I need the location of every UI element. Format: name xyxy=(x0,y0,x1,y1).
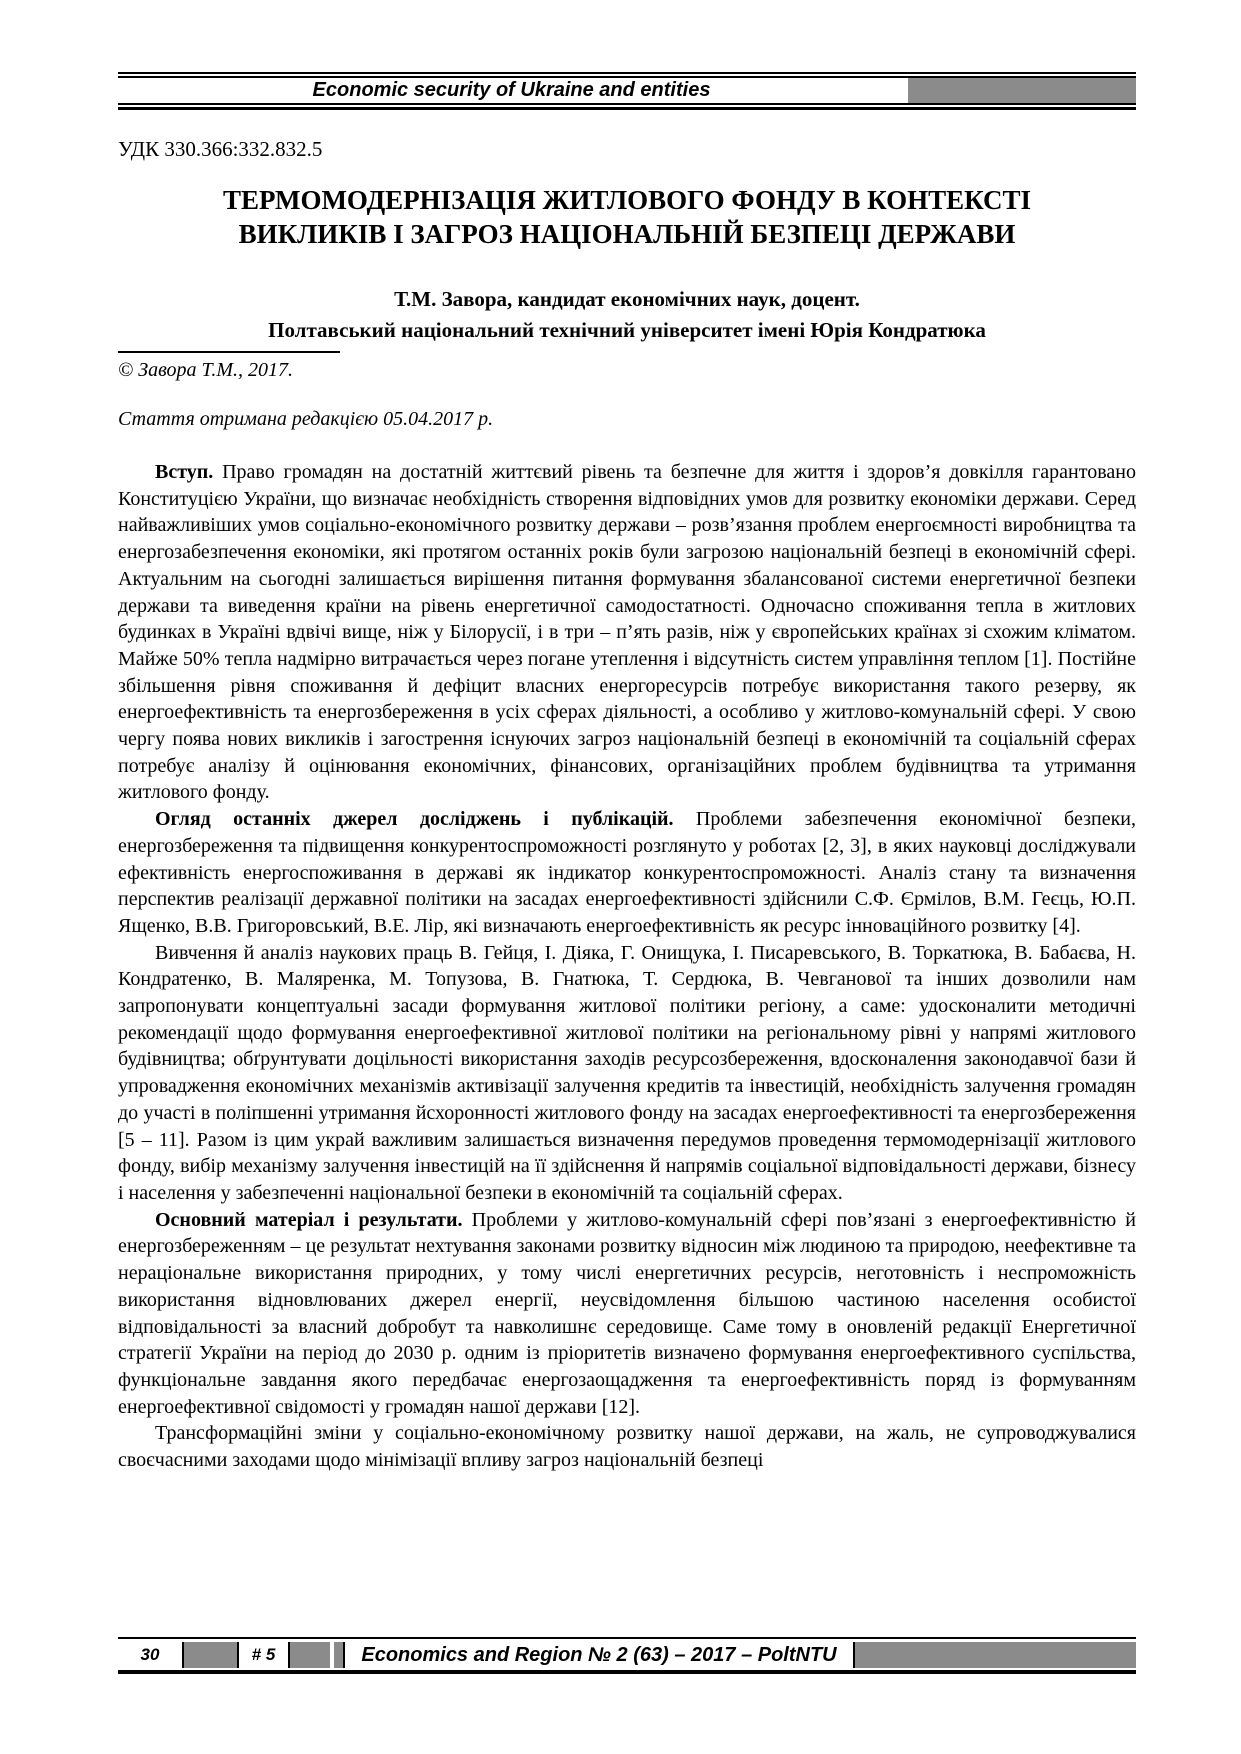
article-paragraph xyxy=(118,1207,1136,1421)
received-note: Стаття отримана редакцією 05.04.2017 р. xyxy=(118,408,494,430)
paragraph-text: Трансформаційні зміни у соціально-економічному розвитку нашої держави, на жаль, не супроводжувалися своєчасними заходами щодо мінімізації впливу загроз національній безпеці xyxy=(118,1422,1136,1472)
author-line: Т.М. Завора, кандидат економічних наук, доцент. xyxy=(394,287,860,311)
article-title xyxy=(118,183,1136,251)
issue-cell xyxy=(237,1642,290,1668)
article-title-line1: ТЕРМОМОДЕРНІЗАЦІЯ ЖИТЛОВОГО ФОНДУ В КОНТЕКСТІ xyxy=(222,185,1032,215)
footer-gray-segment xyxy=(334,1642,343,1668)
paragraph-lead: Основний матеріал і результати. xyxy=(155,1208,463,1231)
paragraph-lead: Огляд останніх джерел досліджень і публікацій. xyxy=(155,808,674,831)
article-paragraph xyxy=(118,459,1136,806)
udk-code: УДК 330.366:332.832.5 xyxy=(118,137,323,161)
article-paragraph xyxy=(118,1420,1136,1473)
article-body xyxy=(118,459,1136,1637)
header-gray-block xyxy=(905,78,1136,103)
footer-gray-segment xyxy=(290,1642,330,1668)
footer-bar xyxy=(118,1642,1136,1668)
copyright-note: © Завора Т.М., 2017. xyxy=(118,359,294,381)
paragraph-text: Проблеми у житлово-комунальній сфері пов’язані з енергоефективністю й енергозбереженням – це результат нехтування законами розвитку відносин між людиною та природою, неефективне та нераціональне використання природних, у тому числі енергетичних ресурсів, неготовність і неспроможність використання відновлюваних джерел енергії, неусвідомлення більшою частиною населення особистої відповідальності за власний добробут та навколишнє середовище. Саме тому в оновленій редакції Енергетичної стратегії України на період до 2030 р. одним із пріоритетів визначено формування енергоефективного суспільства, функціональне завдання якого передбачає енергозаощадження та енергоефективність поряд із формуванням енергоефективної свідомості у громадян нашої держави [12]. xyxy=(118,1208,1136,1418)
footer-bottom-rule xyxy=(118,1670,1136,1674)
article-title-line2: ВИКЛИКІВ І ЗАГРОЗ НАЦІОНАЛЬНІЙ БЕЗПЕЦІ ДЕРЖАВИ xyxy=(238,219,1016,249)
journal-line: Economics and Region № 2 (63) – 2017 – PoltNTU xyxy=(361,1643,837,1666)
issue-label: # 5 xyxy=(251,1645,276,1664)
article-paragraph xyxy=(118,940,1136,1207)
affiliation-line: Полтавський національний технічний університет імені Юрія Кондратюка xyxy=(268,318,986,342)
journal-header xyxy=(118,72,1136,110)
header-bar xyxy=(118,78,1136,103)
journal-footer xyxy=(118,1637,1136,1674)
copyright-rule xyxy=(118,351,340,353)
paragraph-text: Проблеми забезпечення економічної безпеки, енергозбереження та підвищення конкурентоспроможності розглянуто у роботах [2, 3], в яких науковці досліджували ефективність енергоспоживання в державі як індикатор конкурентоспроможності. Аналіз стану та визначення перспектив реалізації державної політики на засадах енергоефективності здійснили С.Ф. Єрмілов, В.М. Геєць, Ю.П. Ященко, В.В. Григоровський, В.Е. Лір, які визначають енергоефективність як ресурс інноваційного розвитку [4]. xyxy=(118,808,1136,937)
paragraph-text: Вивчення й аналіз наукових праць В. Гейця, І. Діяка, Г. Онищука, І. Писаревського, В. Торкатюка, В. Бабаєва, Н. Кондратенко, В. Маляренка, М. Топузова, В. Гнатюка, Т. Сердюка, В. Чевганової та інших дозволили нам запропонувати концептуальні засади формування житлової політики регіону, а саме: удосконалити методичні рекомендації щодо формування енергоефективної житлової політики на регіональному рівні у напрямі житлового будівництва; обґрунтувати доцільності використання заходів ресурсозбереження, вдосконалення законодавчої бази й упровадження економічних механізмів активізації залучення кредитів та інвестицій, необхідність залучення громадян до участі в поліпшенні утримання йсхоронності житлового фонду на засадах енергоефективності та енергозбереження [5 – 11]. Разом із цим украй важливим залишається визначення передумов проведення термомодернізації житлового фонду, вибір механізму залучення інвестицій на її здійснення й напрямів соціальної відповідальності держави, бізнесу і населення у забезпеченні національної безпеки в економічній та соціальній сферах. xyxy=(118,941,1136,1204)
author-block xyxy=(118,284,1136,346)
article-paragraph xyxy=(118,806,1136,940)
footer-gray-segment xyxy=(184,1642,237,1668)
paragraph-text: Право громадян на достатній життєвий рівень та безпечне для життя і здоров’я довкілля гарантовано Конституцією України, що визначає необхідність створення відповідних умов для розвитку економіки держави. Серед найважливіших умов соціально-економічного розвитку держави – розв’язання проблем енергоємності виробництва та енергозабезпечення економіки, які протягом останніх років були загрозою національній безпеці в економічній сфері. Актуальним на сьогодні залишається вирішення питання формування збалансованої системи енергетичної безпеки держави та виведення країни на рівень енергетичної самодостатності. Одночасно споживання тепла в житлових будинках в Україні вдвічі вище, ніж у Білорусії, і в три – п’ять разів, ніж у європейських країнах зі схожим кліматом. Майже 50% тепла надмірно витрачається через погане утеплення і відсутність систем управління теплом [1]. Постійне збільшення рівня споживання й дефіцит власних енергоресурсів потребує використання такого резерву, як енергоефективність та енергозбереження в усіх сферах діяльності, а особливо у житлово-комунальній сфері. У свою чергу поява нових викликів і загострення існуючих загроз національній безпеці в економічній та соціальній сферах потребує аналізу й оцінювання економічних, фінансових, організаційних проблем будівництва та утримання житлового фонду. xyxy=(118,461,1136,804)
page-number-cell xyxy=(118,1642,184,1668)
page-number: 30 xyxy=(140,1645,160,1664)
paragraph-lead: Вступ. xyxy=(155,461,214,483)
header-title-cell xyxy=(118,78,905,103)
running-title: Economic security of Ukraine and entities xyxy=(312,79,711,101)
journal-line-cell xyxy=(343,1642,855,1668)
footer-gray-fill xyxy=(855,1642,1136,1668)
header-bottom-rule-outer xyxy=(118,107,1136,110)
